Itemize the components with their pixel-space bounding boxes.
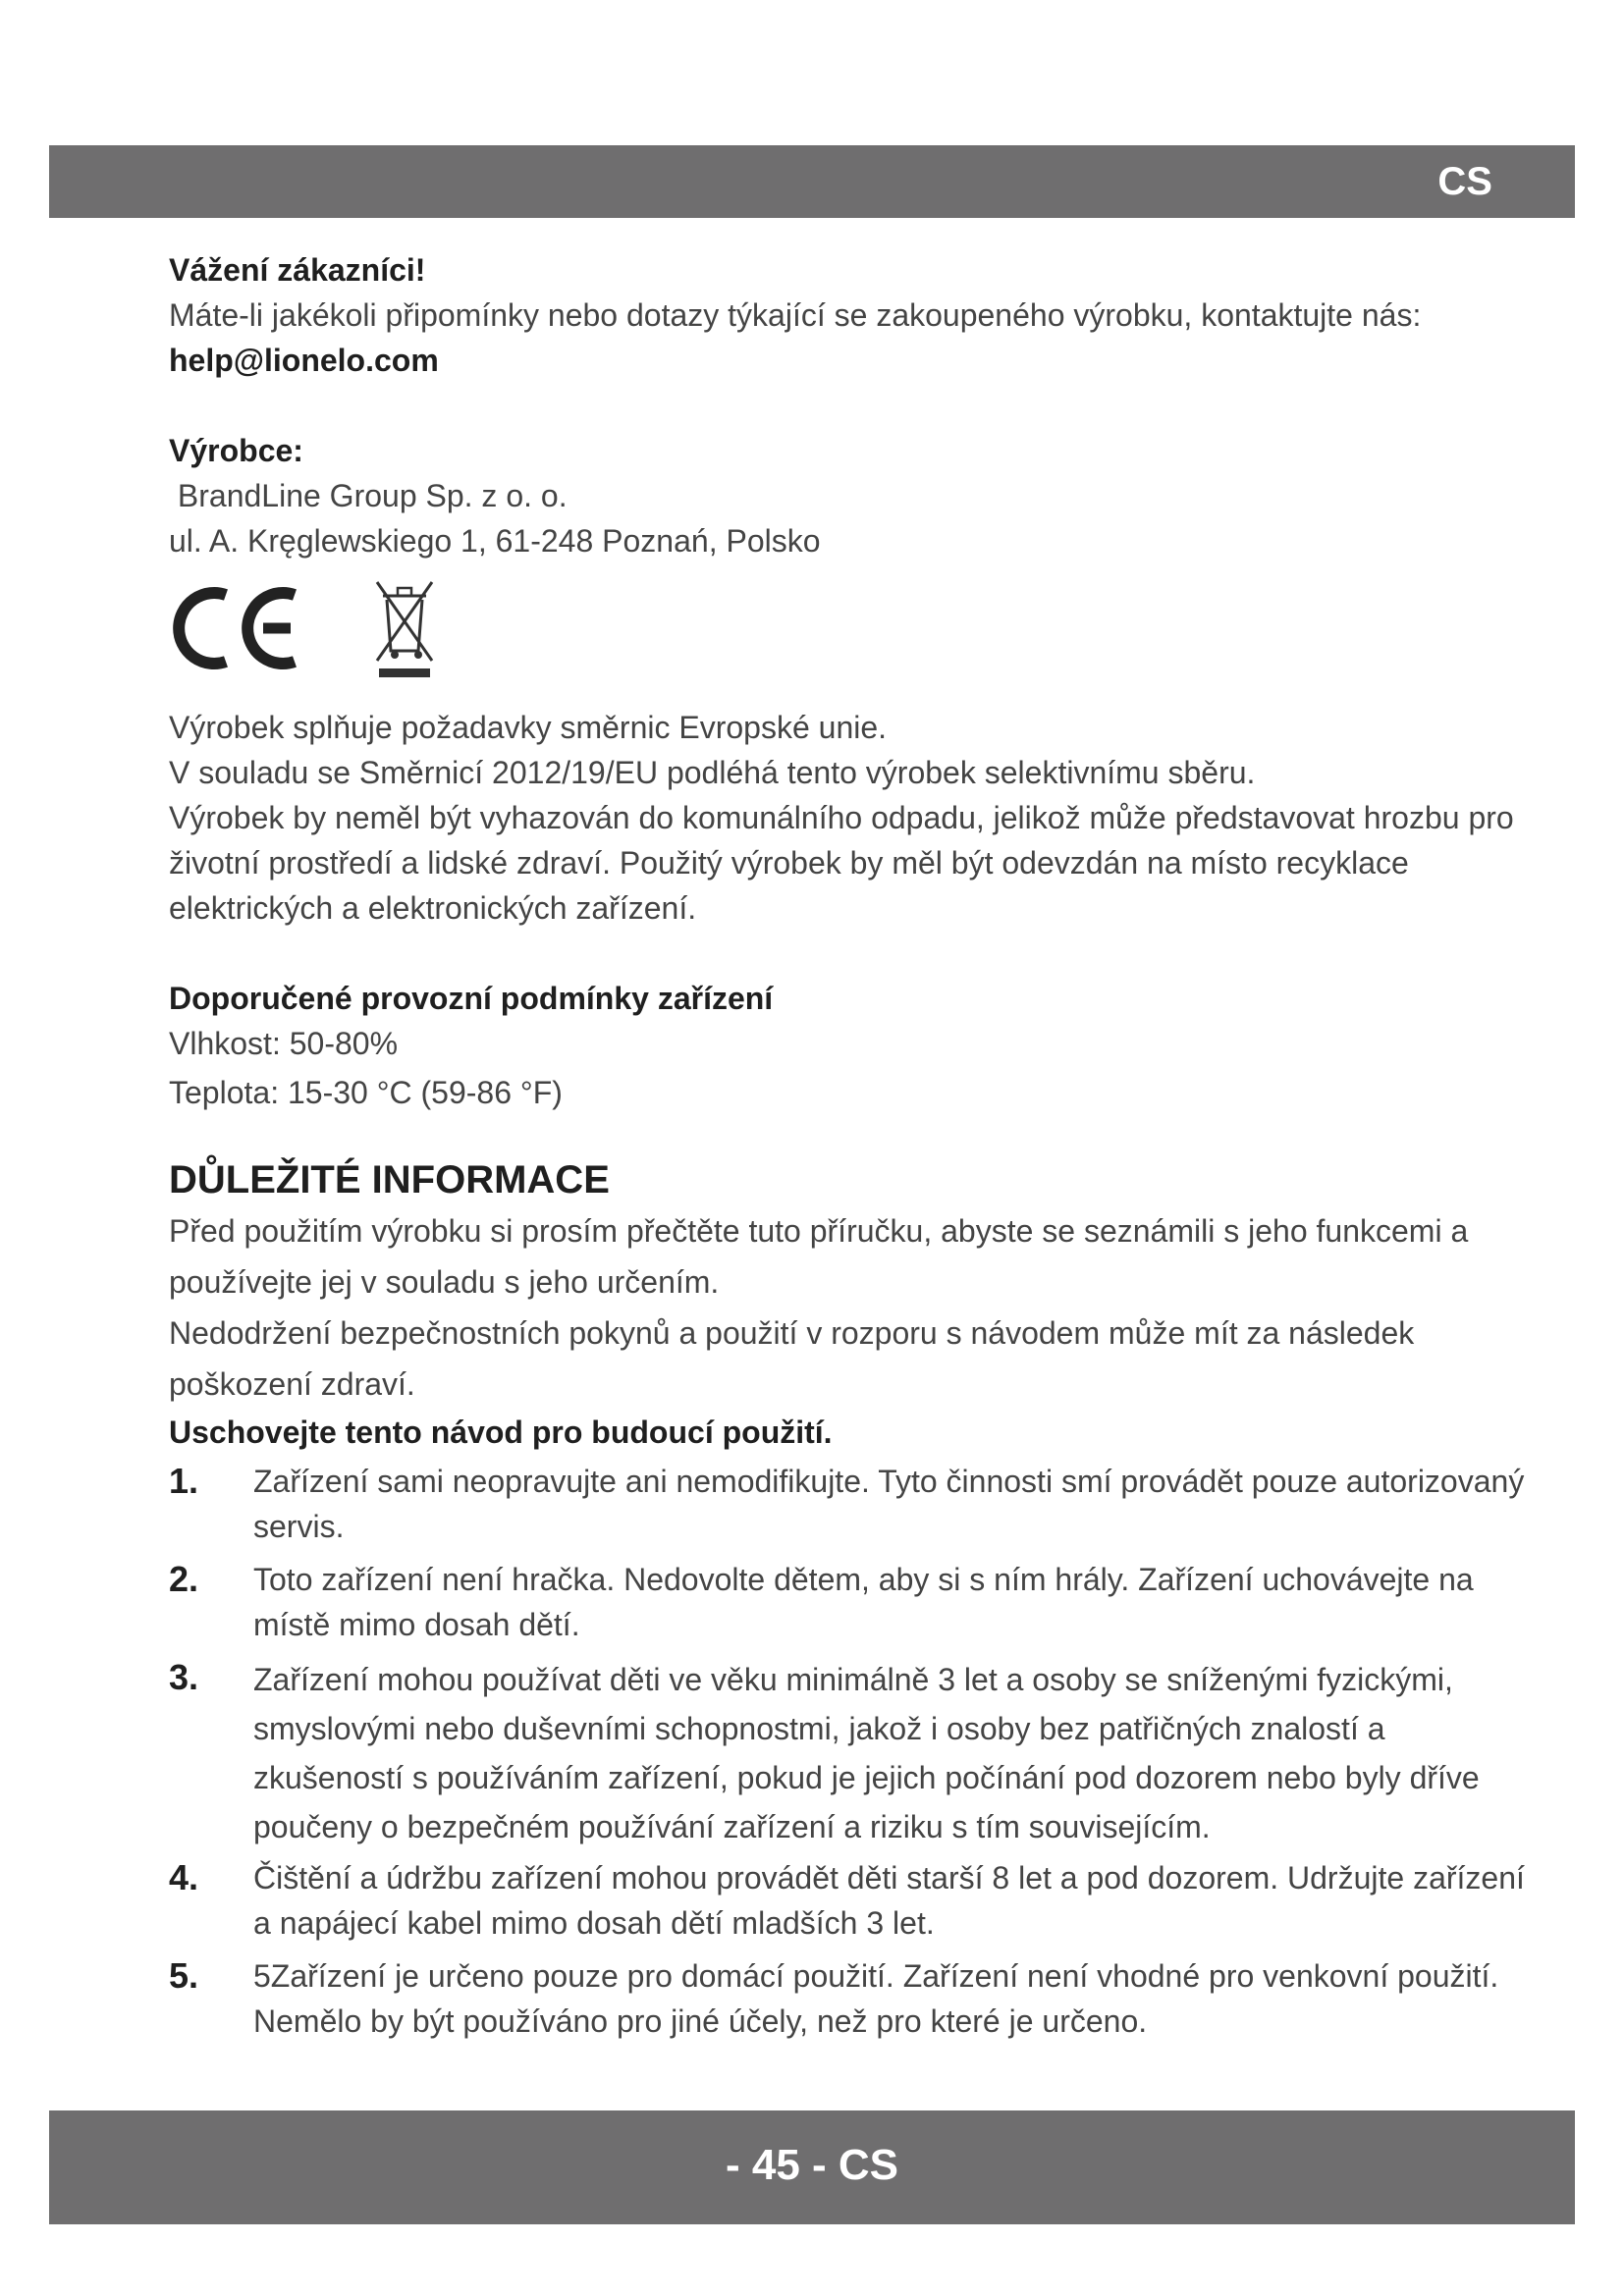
support-email: help@lionelo.com <box>169 343 439 378</box>
ce-mark-icon <box>169 577 306 679</box>
page-content <box>169 247 1534 2044</box>
page-number: - 45 - CS <box>725 2141 899 2189</box>
list-item <box>169 1855 1534 1946</box>
list-number: 1. <box>169 1461 199 1501</box>
list-text: Toto zařízení není hračka. Nedovolte dětem, aby si s ním hrály. Zařízení uchovávejte na místě mimo dosah dětí. <box>253 1562 1474 1642</box>
keep-instructions: Uschovejte tento návod pro budoucí použití. <box>169 1415 833 1450</box>
list-text: Zařízení sami neopravujte ani nemodifikujte. Tyto činnosti smí provádět pouze autorizovaný servis. <box>253 1464 1525 1544</box>
certification-icons <box>169 569 1534 687</box>
weee-bin-icon <box>373 574 436 682</box>
list-item <box>169 1557 1534 1647</box>
list-number: 5. <box>169 1955 199 1996</box>
list-number: 2. <box>169 1559 199 1599</box>
greeting-text <box>169 293 1534 383</box>
greeting-body: Máte-li jakékoli připomínky nebo dotazy týkající se zakoupeného výrobku, kontaktujte nás: <box>169 297 1422 333</box>
list-item <box>169 1459 1534 1549</box>
list-number: 3. <box>169 1657 199 1697</box>
conditions-temperature: Teplota: 15-30 °C (59-86 °F) <box>169 1075 563 1110</box>
compliance-line-1: Výrobek splňuje požadavky směrnic Evropské unie. <box>169 710 888 745</box>
footer-bar <box>49 2110 1575 2224</box>
list-text: Zařízení mohou používat děti ve věku minimálně 3 let a osoby se sníženými fyzickými, smyslovými nebo duševními schopnostmi, jakož i osoby bez patřičných znalostí a zkušeností s používáním zařízení, pokud je jejich počínání pod dozorem nebo byly dříve poučeny o bezpečném používání zařízení a riziku s tím souvisejícím. <box>253 1662 1480 1844</box>
language-code: CS <box>1437 160 1492 203</box>
important-intro-2: Nedodržení bezpečnostních pokynů a použití v rozporu s návodem může mít za následek poškození zdraví. <box>169 1315 1415 1402</box>
manufacturer-title: Výrobce: <box>169 433 303 468</box>
greeting-title: Vážení zákazníci! <box>169 252 426 288</box>
list-text: Čištění a údržbu zařízení mohou provádět děti starší 8 let a pod dozorem. Udržujte zařízení a napájecí kabel mimo dosah dětí mladších 3 let. <box>253 1860 1525 1941</box>
manufacturer-address: ul. A. Kręglewskiego 1, 61-248 Poznań, Polsko <box>169 523 821 559</box>
list-item <box>169 1655 1534 1851</box>
list-item <box>169 1953 1534 2044</box>
compliance-line-2: V souladu se Směrnicí 2012/19/EU podléhá tento výrobek selektivnímu sběru. <box>169 755 1256 790</box>
safety-list <box>169 1459 1534 2044</box>
list-text: 5Zařízení je určeno pouze pro domácí použití. Zařízení není vhodné pro venkovní použití. Nemělo by být používáno pro jiné účely, než pro které je určeno. <box>253 1958 1499 2039</box>
conditions-humidity: Vlhkost: 50-80% <box>169 1026 399 1061</box>
conditions-title: Doporučené provozní podmínky zařízení <box>169 981 774 1016</box>
list-number: 4. <box>169 1857 199 1897</box>
important-intro-1: Před použitím výrobku si prosím přečtěte tuto příručku, abyste se seznámili s jeho funkcemi a používejte jej v souladu s jeho určením. <box>169 1213 1469 1300</box>
compliance-line-3: Výrobek by neměl být vyhazován do komunálního odpadu, jelikož může představovat hrozbu pro životní prostředí a lidské zdraví. Použitý výrobek by měl být odevzdán na místo recyklace elektrických a elektronických zařízení. <box>169 800 1514 926</box>
header-bar <box>49 145 1575 218</box>
important-heading: DŮLEŽITÉ INFORMACE <box>169 1158 610 1201</box>
manufacturer-name: BrandLine Group Sp. z o. o. <box>169 478 568 513</box>
